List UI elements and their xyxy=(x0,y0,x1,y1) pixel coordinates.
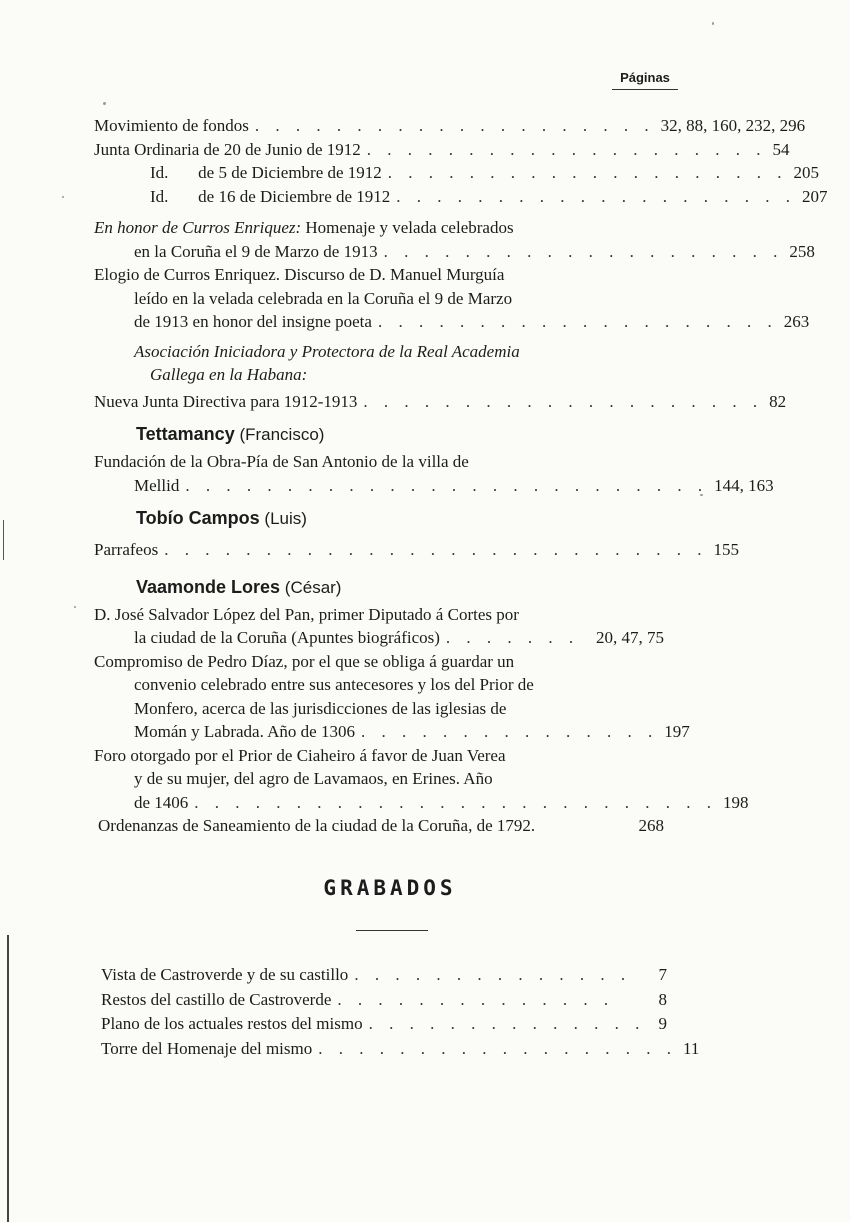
scan-edge-mark xyxy=(3,520,4,560)
toc-entry: Junta Ordinaria de 20 de Junio de 1912 . . . . . . . . . . . . . . . . . . . . 54 xyxy=(94,138,664,162)
grabado-item: Vista de Castroverde y de su castillo . . . . . . . . . . . . . . 7 xyxy=(101,963,667,988)
toc-entry: de 1913 en honor del insigne poeta . . . . . . . . . . . . . . . . . . . . 263 xyxy=(94,310,664,334)
entry-text: de 1913 en honor del insigne poeta xyxy=(134,312,372,331)
scan-speck xyxy=(74,606,76,608)
curros-title: En honor de Curros Enriquez: xyxy=(94,218,302,237)
vaamonde-e2-line2: convenio celebrado entre sus antecesores y los del Prior de xyxy=(134,675,534,694)
toc-entry: Id. de 16 de Diciembre de 1912 . . . . . . . . . . . . . . . . . . . . 207 xyxy=(94,185,664,209)
grabados-list xyxy=(101,963,700,1061)
pages-column-header: Páginas xyxy=(612,70,678,90)
entry-pages: 197 xyxy=(664,722,690,741)
grabado-text: Plano de los actuales restos del mismo xyxy=(101,1014,363,1033)
grabado-text: Torre del Homenaje del mismo xyxy=(101,1038,313,1058)
grabados-rule xyxy=(356,930,428,931)
author-heading xyxy=(94,419,664,450)
entry-pages: 82 xyxy=(769,391,787,411)
grabado-item: Restos del castillo de Castroverde . . . . . . . . . . . . . . 8 xyxy=(101,988,667,1013)
grabado-text: Restos del castillo de Castroverde xyxy=(101,989,332,1009)
entry-text: en la Coruña el 9 de Marzo de 1913 xyxy=(134,241,378,261)
author-surname: Vaamonde Lores xyxy=(136,576,281,597)
entry-pages: 207 xyxy=(802,186,828,206)
toc-entry: en la Coruña el 9 de Marzo de 1913 . . . . . . . . . . . . . . . . . . . . 258 xyxy=(94,240,664,264)
toc-entry: Nueva Junta Directiva para 1912-1913 . . . . . . . . . . . . . . . . . . . . 82 xyxy=(94,390,664,414)
entry-text: Parrafeos xyxy=(94,540,159,559)
vaamonde-e3-line2: y de su mujer, del agro de Lavamaos, en Erines. Año xyxy=(134,769,493,788)
vaamonde-e3-line1: Foro otorgado por el Prior de Ciaheiro á favor de Juan Verea xyxy=(94,745,506,765)
grabado-page: 8 xyxy=(658,989,667,1009)
entry-text: Id. de 5 de Diciembre de 1912 xyxy=(150,163,382,182)
curros-entry xyxy=(94,216,664,240)
author-given: (Francisco) xyxy=(239,425,325,444)
vaamonde-e2-line3: Monfero, acerca de las jurisdicciones de las iglesias de xyxy=(134,698,507,718)
entry-pages: 20, 47, 75 xyxy=(596,628,664,647)
entry-text: la ciudad de la Coruña (Apuntes biográficos) xyxy=(134,628,440,647)
toc-entry: Id. de 5 de Diciembre de 1912 . . . . . . . . . . . . . . . . . . . . 205 xyxy=(94,161,664,185)
tettamancy-line1: Fundación de la Obra-Pía de San Antonio de la villa de xyxy=(94,452,469,471)
toc-entry: Mellid . . . . . . . . . . . . . . . . . . . . . . . . . . 144, 163 xyxy=(94,474,664,498)
entry-text: de 1406 xyxy=(134,792,189,812)
grabado-item: Torre del Homenaje del mismo . . . . . . . . . . . . . . . . . . 11 xyxy=(101,1037,667,1062)
grabado-text: Vista de Castroverde y de su castillo xyxy=(101,965,349,984)
grabado-item: Plano de los actuales restos del mismo . . . . . . . . . . . . . . 9 xyxy=(101,1012,667,1037)
scan-speck xyxy=(712,22,714,25)
curros-line1: Homenaje y velada celebrados xyxy=(301,218,514,237)
entry-pages: 198 xyxy=(723,792,749,812)
entry-pages: 263 xyxy=(783,312,810,331)
entry-text: Ordenanzas de Saneamiento de la ciudad de la Coruña, de 1792. xyxy=(98,816,536,835)
author-given: (Luis) xyxy=(264,509,307,528)
vaamonde-e1-line1: D. José Salvador López del Pan, primer Diputado á Cortes por xyxy=(94,604,519,624)
entry-pages: 144, 163 xyxy=(714,475,774,495)
author-surname: Tettamancy xyxy=(136,424,235,444)
entry-pages: 54 xyxy=(772,139,790,159)
entry-text: Junta Ordinaria de 20 de Junio de 1912 xyxy=(94,139,361,159)
entry-pages: 155 xyxy=(713,540,739,559)
toc-entry: Parrafeos . . . . . . . . . . . . . . . . . . . . . . . . . . . 155 xyxy=(94,538,664,562)
grabado-page: 9 xyxy=(658,1014,667,1033)
grabado-page: 11 xyxy=(683,1038,700,1058)
toc-entry: Momán y Labrada. Año de 1306 . . . . . . . . . . . . . . . 197 xyxy=(94,720,664,744)
elogio-line1: Elogio de Curros Enriquez. Discurso de D. Manuel Murguía xyxy=(94,265,505,284)
author-given: (César) xyxy=(284,577,342,597)
toc-entry: de 1406 . . . . . . . . . . . . . . . . . . . . . . . . . . 198 xyxy=(94,791,664,815)
grabados-title: GRABADOS xyxy=(323,876,457,900)
entry-pages: 268 xyxy=(638,816,664,835)
scan-edge-mark xyxy=(7,935,9,1222)
author-heading xyxy=(94,572,664,603)
author-heading xyxy=(94,503,664,534)
toc-entry xyxy=(94,814,664,838)
asociacion-line1: Asociación Iniciadora y Protectora de la Real Academia xyxy=(134,341,520,361)
entry-pages: 205 xyxy=(793,163,820,182)
entry-text: Momán y Labrada. Año de 1306 xyxy=(134,722,355,741)
entry-text: Movimiento de fondos xyxy=(94,116,249,135)
entry-text: Nueva Junta Directiva para 1912-1913 xyxy=(94,391,358,411)
entry-text: Id. de 16 de Diciembre de 1912 xyxy=(150,186,391,206)
asociacion-line2: Gallega en la Habana: xyxy=(150,364,308,384)
asociacion-heading xyxy=(94,340,664,386)
scan-speck xyxy=(700,494,703,496)
elogio-line2: leído en la velada celebrada en la Coruña el 9 de Marzo xyxy=(134,288,513,308)
scan-speck xyxy=(103,102,106,105)
toc-upper xyxy=(94,114,828,838)
author-surname: Tobío Campos xyxy=(136,508,260,528)
scan-speck xyxy=(62,196,64,198)
vaamonde-e2-line1: Compromiso de Pedro Díaz, por el que se obliga á guardar un xyxy=(94,651,515,671)
toc-entry: Movimiento de fondos . . . . . . . . . . . . . . . . . . . . 32, 88, 160, 232, 296 xyxy=(94,114,664,138)
grabado-page: 7 xyxy=(658,965,667,984)
entry-text: Mellid xyxy=(134,475,180,495)
entry-pages: 32, 88, 160, 232, 296 xyxy=(660,116,806,135)
toc-entry: la ciudad de la Coruña (Apuntes biográficos) . . . . . . . 20, 47, 75 xyxy=(94,626,664,650)
entry-pages: 258 xyxy=(789,241,815,261)
